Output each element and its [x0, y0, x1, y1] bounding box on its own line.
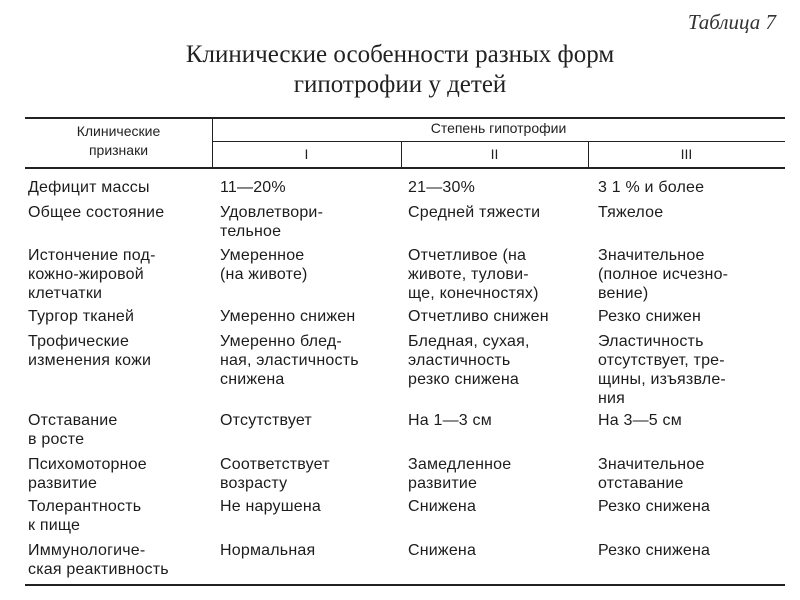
row-degree-1: Нормальная: [220, 542, 316, 559]
row-degree-2: Отчетливое (на животе, тулови- ще, конечностях): [408, 247, 539, 302]
row-degree-3: Резко снижена: [598, 498, 711, 515]
row-degree-1: Не нарушена: [220, 498, 322, 515]
row-sign: Общее состояние: [28, 204, 165, 221]
row-degree-1: Умеренное (на животе): [220, 247, 308, 283]
row-degree-1: Умеренно снижен: [220, 308, 356, 325]
header-degree-3: III: [680, 146, 693, 162]
table-number-label: Таблица 7: [687, 10, 776, 34]
row-degree-2: Замедленное развитие: [408, 456, 512, 492]
row-degree-3: Резко снижена: [598, 542, 711, 559]
row-degree-2: 21—30%: [408, 179, 476, 196]
row-degree-2: На 1—3 см: [408, 412, 492, 429]
header-signs: Клинические признаки: [76, 123, 161, 158]
table-bottom-rule: [25, 584, 785, 586]
row-degree-3: На 3—5 см: [598, 412, 682, 429]
row-sign: Дефицит массы: [28, 179, 150, 196]
row-degree-1: 11—20%: [220, 179, 286, 196]
row-degree-2: Снижена: [408, 542, 477, 559]
row-sign: Отставание в росте: [28, 412, 118, 448]
row-degree-1: Отсутствует: [220, 412, 312, 429]
row-sign: Иммунологиче- ская реактивность: [28, 542, 169, 578]
header-degree: Степень гипотрофии: [430, 120, 567, 136]
row-sign: Психомоторное развитие: [28, 456, 147, 492]
row-degree-3: 3 1 % и более: [598, 179, 705, 196]
row-degree-2: Отчетливо снижен: [408, 308, 549, 325]
row-degree-2: Бледная, сухая, эластичность резко снижена: [408, 333, 530, 388]
row-degree-3: Значительное (полное исчезно- вение): [598, 247, 729, 302]
title-line-2: гипотрофии у детей: [293, 71, 507, 98]
row-degree-3: Эластичность отсутствует, тре- щины, изъязвле- ния: [598, 333, 726, 407]
row-degree-2: Средней тяжести: [408, 204, 541, 221]
row-degree-1: Умеренно блед- ная, эластичность снижена: [220, 333, 359, 388]
row-degree-3: Тяжелое: [598, 204, 664, 221]
title-line-1: Клинические особенности разных форм: [185, 41, 615, 68]
row-degree-2: Снижена: [408, 498, 477, 515]
row-sign: Трофические изменения кожи: [28, 333, 152, 369]
row-degree-1: Удовлетвори- тельное: [220, 204, 324, 240]
row-sign: Толерантность к пище: [28, 498, 142, 534]
row-degree-3: Значительное отставание: [598, 456, 705, 492]
header-degree-1: I: [304, 146, 309, 162]
row-sign: Тургор тканей: [28, 308, 135, 325]
degree-header-rule: [212, 141, 785, 142]
header-bottom-rule: [25, 167, 785, 169]
row-degree-1: Соответствует возрасту: [220, 456, 330, 492]
row-degree-3: Резко снижен: [598, 308, 701, 325]
row-sign: Истончение под- кожно-жировой клетчатки: [28, 247, 156, 302]
table-title: [0, 40, 800, 100]
header-degree-2: II: [490, 146, 499, 162]
